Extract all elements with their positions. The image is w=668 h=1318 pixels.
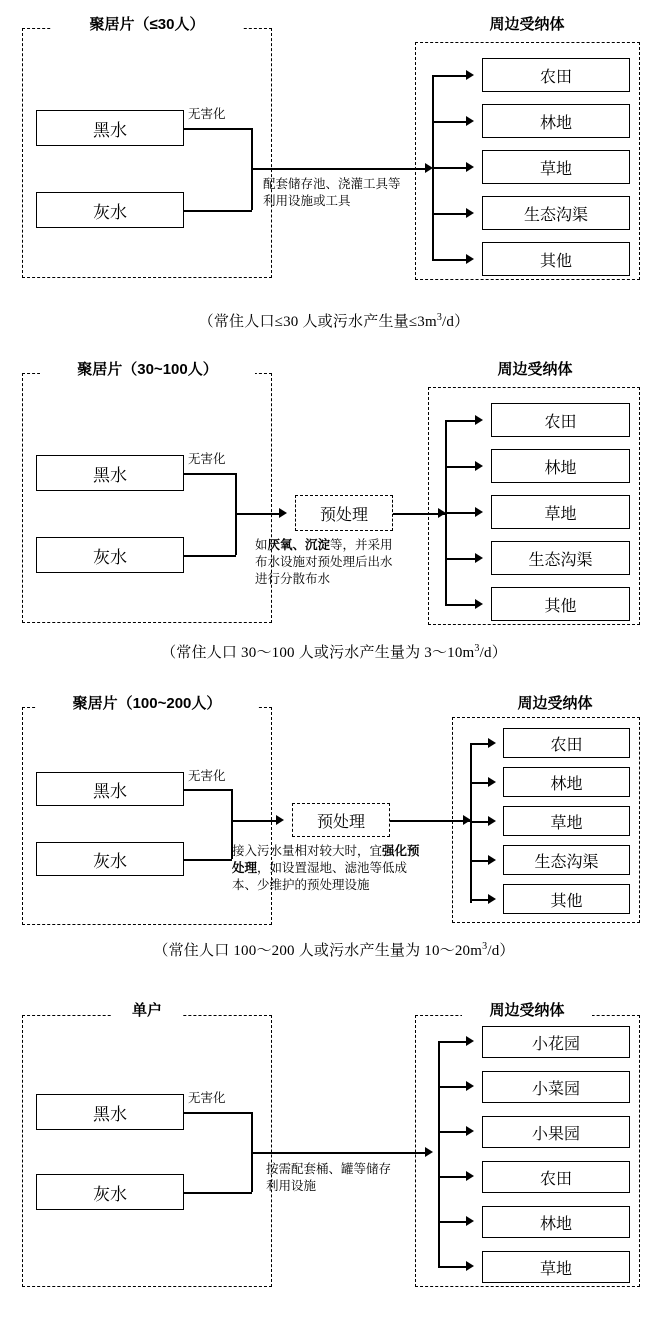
branch-arrow-3-3	[488, 855, 496, 865]
caption-3-post: /d）	[487, 943, 515, 959]
section-1	[0, 0, 668, 345]
source-group-4	[22, 1015, 272, 1287]
pretreat-note-2-b: 厌氧、沉淀	[267, 538, 331, 552]
treat-label-4: 无害化	[188, 1091, 226, 1105]
receiver-group-title-2: 周边受纳体	[470, 358, 600, 379]
branch-arrow-4-0	[466, 1036, 474, 1046]
branch-arrow-2-1	[475, 461, 483, 471]
receiver-box-1-1: 林地	[482, 104, 630, 138]
connector-greywater-1	[184, 210, 252, 212]
receiver-box-4-3: 农田	[482, 1161, 630, 1193]
source-group-title-4: 单户	[112, 999, 182, 1020]
branch-arrow-2-4	[475, 599, 483, 609]
branch-arrow-4-5	[466, 1261, 474, 1271]
connector-greywater-2	[184, 555, 236, 557]
pretreat-box-3: 预处理	[292, 803, 390, 837]
receiver-box-4-2: 小果园	[482, 1116, 630, 1148]
source-group-title-1: 聚居片（≤30人）	[52, 13, 242, 34]
caption-1-pre: （常住人口≤30 人或污水产生量≤3m	[198, 314, 437, 330]
pretreat-in-arrow-2	[279, 508, 287, 518]
caption-2-sup: 3	[474, 643, 480, 654]
branch-arrow-1-2	[466, 162, 474, 172]
branch-line-1-2	[432, 167, 470, 169]
branch-line-2-3	[445, 558, 479, 560]
branch-arrow-4-2	[466, 1126, 474, 1136]
receiver-box-3-2: 草地	[503, 806, 630, 836]
branch-line-2-4	[445, 604, 479, 606]
branch-arrow-4-4	[466, 1216, 474, 1226]
receiver-box-4-1: 小菜园	[482, 1071, 630, 1103]
caption-2-pre: （常住人口 30～100 人或污水产生量为 3～10m	[161, 645, 475, 661]
receiver-bus-3	[470, 743, 472, 903]
branch-arrow-3-4	[488, 894, 496, 904]
branch-arrow-1-0	[466, 70, 474, 80]
branch-arrow-1-4	[466, 254, 474, 264]
middle-note-1: 配套储存池、浇灌工具等利用设施或工具	[263, 177, 401, 208]
receiver-box-4-0: 小花园	[482, 1026, 630, 1058]
branch-arrow-2-3	[475, 553, 483, 563]
pretreat-note-2-c: 等，并采用布水设施对预处理后出水进行分散布水	[255, 538, 393, 586]
receiver-box-1-0: 农田	[482, 58, 630, 92]
source-box-greywater-4: 灰水	[36, 1174, 184, 1210]
main-arrow-line-1	[251, 168, 429, 170]
receiver-box-3-0: 农田	[503, 728, 630, 758]
branch-line-1-0	[432, 75, 470, 77]
receiver-bus-4	[438, 1041, 440, 1267]
pretreat-in-line-2	[235, 513, 283, 515]
treat-label-1: 无害化	[188, 107, 226, 121]
branch-arrow-4-1	[466, 1081, 474, 1091]
caption-1-post: /d）	[442, 314, 470, 330]
pretreat-out-line-3	[390, 820, 470, 822]
pretreat-in-line-3	[231, 820, 279, 822]
receiver-box-1-2: 草地	[482, 150, 630, 184]
pretreat-note-3	[232, 843, 428, 894]
receiver-group-title-4: 周边受纳体	[462, 999, 592, 1020]
pretreat-note-3-a: 接入污水量相对较大时，宜	[232, 844, 383, 858]
receiver-box-3-1: 林地	[503, 767, 630, 797]
receiver-box-1-3: 生态沟渠	[482, 196, 630, 230]
receiver-box-3-3: 生态沟渠	[503, 845, 630, 875]
caption-1	[0, 310, 668, 331]
branch-arrow-2-2	[475, 507, 483, 517]
caption-2-post: /d）	[479, 645, 507, 661]
branch-arrow-3-2	[488, 816, 496, 826]
pretreat-note-3-c: ，如设置湿地、滤池等低成本、少维护的预处理设施	[232, 860, 408, 892]
source-box-blackwater-2: 黑水	[36, 455, 184, 491]
receiver-box-2-2: 草地	[491, 495, 630, 529]
receiver-box-2-0: 农田	[491, 403, 630, 437]
source-box-greywater-3: 灰水	[36, 842, 184, 876]
connector-blackwater-4	[184, 1112, 252, 1114]
branch-arrow-4-3	[466, 1171, 474, 1181]
pretreat-box-2: 预处理	[295, 495, 393, 531]
connector-blackwater-3	[184, 789, 232, 791]
source-box-blackwater-3: 黑水	[36, 772, 184, 806]
branch-arrow-1-3	[466, 208, 474, 218]
main-arrow-line-4	[251, 1152, 429, 1154]
caption-2	[0, 641, 668, 662]
connector-greywater-3	[184, 859, 232, 861]
connector-blackwater-1	[184, 128, 252, 130]
receiver-box-4-4: 林地	[482, 1206, 630, 1238]
branch-arrow-2-0	[475, 415, 483, 425]
branch-line-1-1	[432, 121, 470, 123]
connector-blackwater-2	[184, 473, 236, 475]
source-group-title-3: 聚居片（100~200人）	[36, 692, 258, 713]
treat-label-3: 无害化	[188, 769, 226, 783]
source-group-1	[22, 28, 272, 278]
section-3	[0, 675, 668, 985]
receiver-box-3-4: 其他	[503, 884, 630, 914]
main-arrow-head-4	[425, 1147, 433, 1157]
source-box-blackwater-4: 黑水	[36, 1094, 184, 1130]
section-2	[0, 345, 668, 675]
receiver-box-2-3: 生态沟渠	[491, 541, 630, 575]
receiver-box-2-4: 其他	[491, 587, 630, 621]
pretreat-note-3-b: 强化预处理	[232, 844, 420, 875]
source-box-greywater-2: 灰水	[36, 537, 184, 573]
source-box-blackwater-1: 黑水	[36, 110, 184, 146]
receiver-group-title-1: 周边受纳体	[462, 13, 592, 34]
caption-3-pre: （常住人口 100～200 人或污水产生量为 10～20m	[153, 943, 483, 959]
branch-arrow-3-1	[488, 777, 496, 787]
treat-label-2: 无害化	[188, 452, 226, 466]
source-group-title-2: 聚居片（30~100人）	[40, 358, 255, 379]
source-box-greywater-1: 灰水	[36, 192, 184, 228]
receiver-box-4-5: 草地	[482, 1251, 630, 1283]
connector-greywater-4	[184, 1192, 252, 1194]
receiver-box-2-1: 林地	[491, 449, 630, 483]
pretreat-note-2-a: 如	[255, 538, 268, 552]
pretreat-in-arrow-3	[276, 815, 284, 825]
caption-3	[0, 939, 668, 960]
section-4	[0, 985, 668, 1318]
caption-1-sup: 3	[436, 312, 443, 323]
branch-line-2-1	[445, 466, 479, 468]
receiver-box-1-4: 其他	[482, 242, 630, 276]
middle-note-4: 按需配套桶、罐等储存利用设施	[266, 1162, 392, 1193]
branch-arrow-3-0	[488, 738, 496, 748]
pretreat-note-2	[255, 537, 403, 588]
branch-line-2-2	[445, 512, 479, 514]
receiver-group-title-3: 周边受纳体	[490, 692, 620, 713]
branch-line-1-4	[432, 259, 470, 261]
caption-3-sup: 3	[482, 941, 488, 952]
branch-line-2-0	[445, 420, 479, 422]
branch-line-1-3	[432, 213, 470, 215]
branch-arrow-1-1	[466, 116, 474, 126]
